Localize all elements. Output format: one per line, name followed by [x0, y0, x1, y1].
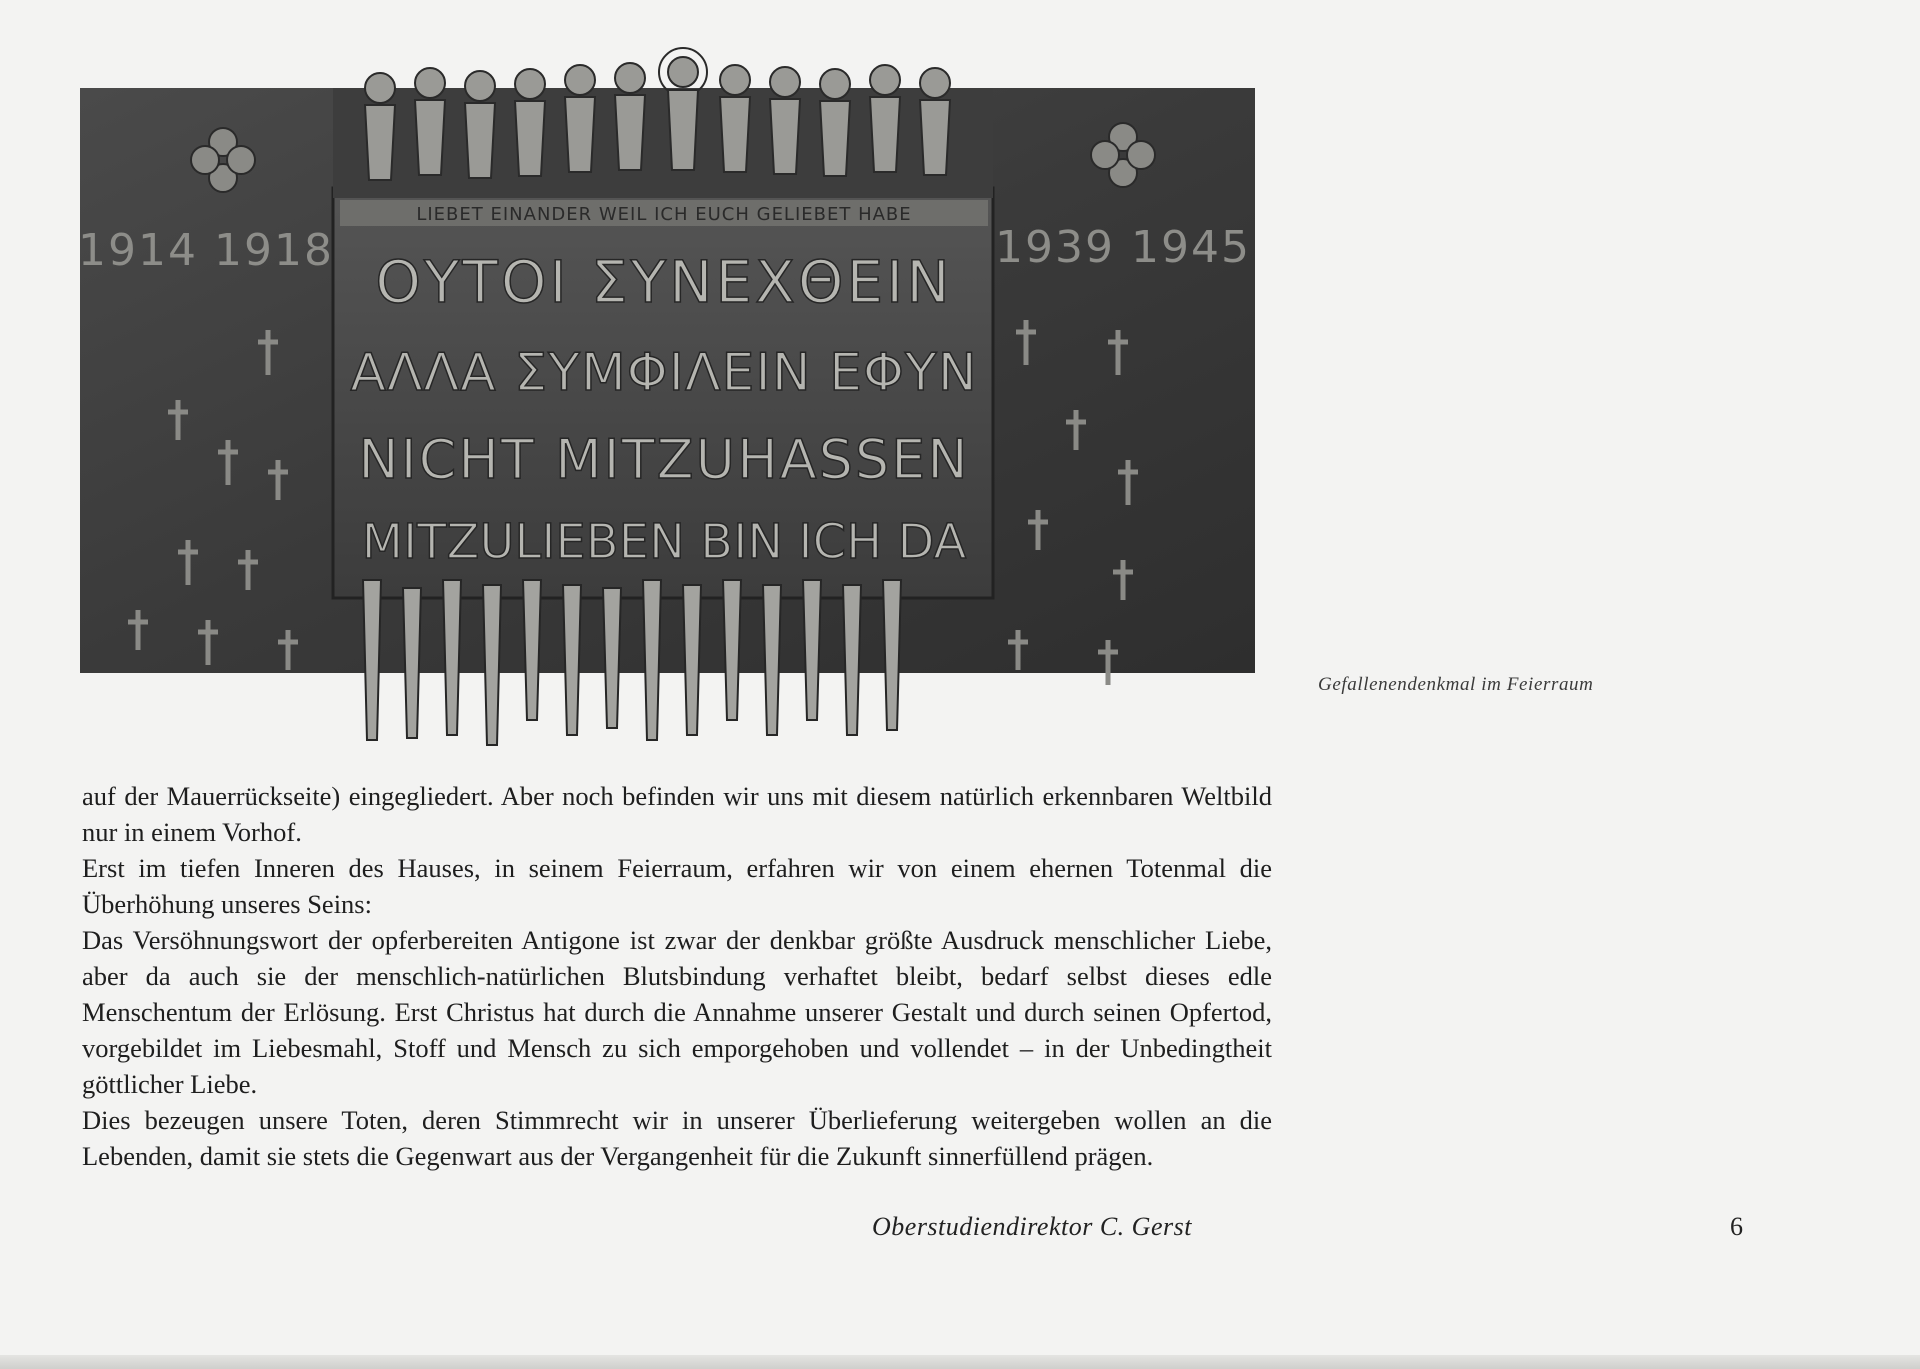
body-text	[82, 778, 1272, 1174]
paragraph: Erst im tiefen Inneren des Hauses, in seinem Feierraum, erfahren wir von einem ehernen Totenmal die Überhöhung unseres Seins:	[82, 853, 1272, 919]
page-number: 6	[1730, 1212, 1743, 1241]
relief-greek-line-1: ΟΥΤΟΙ ΣΥΝΕΧΘΕΙΝ	[375, 248, 953, 316]
paragraph: Das Versöhnungswort der opferbereiten Antigone ist zwar der denkbar größte Ausdruck menschlicher Liebe, aber da auch sie der menschlich-natürlichen Blutsbindung verhaftet bleibt, bedarf selbst dieses edle Menschentum der Erlösung. Erst Christus hat durch die Annahme unserer Gestalt und durch seinen Opfertod, vorgebildet im Liebesmahl, Stoff und Mensch zu sich emporgehoben und vollendet – in der Unbedingtheit göttlicher Liebe.	[82, 925, 1272, 1099]
relief-inscription-top: LIEBET EINANDER WEIL ICH EUCH GELIEBET HABE	[416, 204, 912, 225]
relief-years-right: 1939 1945	[995, 222, 1251, 273]
figure-caption: Gefallenendenkmal im Feierraum	[1318, 674, 1594, 695]
author-signature: Oberstudiendirektor C. Gerst	[872, 1212, 1192, 1241]
relief-greek-line-2: ΑΛΛΑ ΣΥΜΦΙΛΕΙΝ ΕΦΥΝ	[350, 343, 978, 403]
paragraph: auf der Mauerrückseite) eingegliedert. Aber noch befinden wir uns mit diesem natürlich erkennbaren Weltbild nur in einem Vorhof.	[82, 781, 1272, 847]
paragraph: Dies bezeugen unsere Toten, deren Stimmrecht wir in unserer Überlieferung weitergeben wollen an die Lebenden, damit sie stets die Gegenwart aus der Vergangenheit für die Zukunft sinnerfüllend prägen.	[82, 1105, 1272, 1171]
memorial-photo	[78, 40, 1278, 750]
memorial-relief-image	[78, 40, 1278, 750]
page-bottom-edge	[0, 1355, 1920, 1369]
relief-years-left: 1914 1918	[78, 225, 334, 276]
relief-german-line-1: NICHT MITZUHASSEN	[358, 428, 970, 491]
relief-german-line-2: MITZULIEBEN BIN ICH DA	[361, 514, 967, 570]
